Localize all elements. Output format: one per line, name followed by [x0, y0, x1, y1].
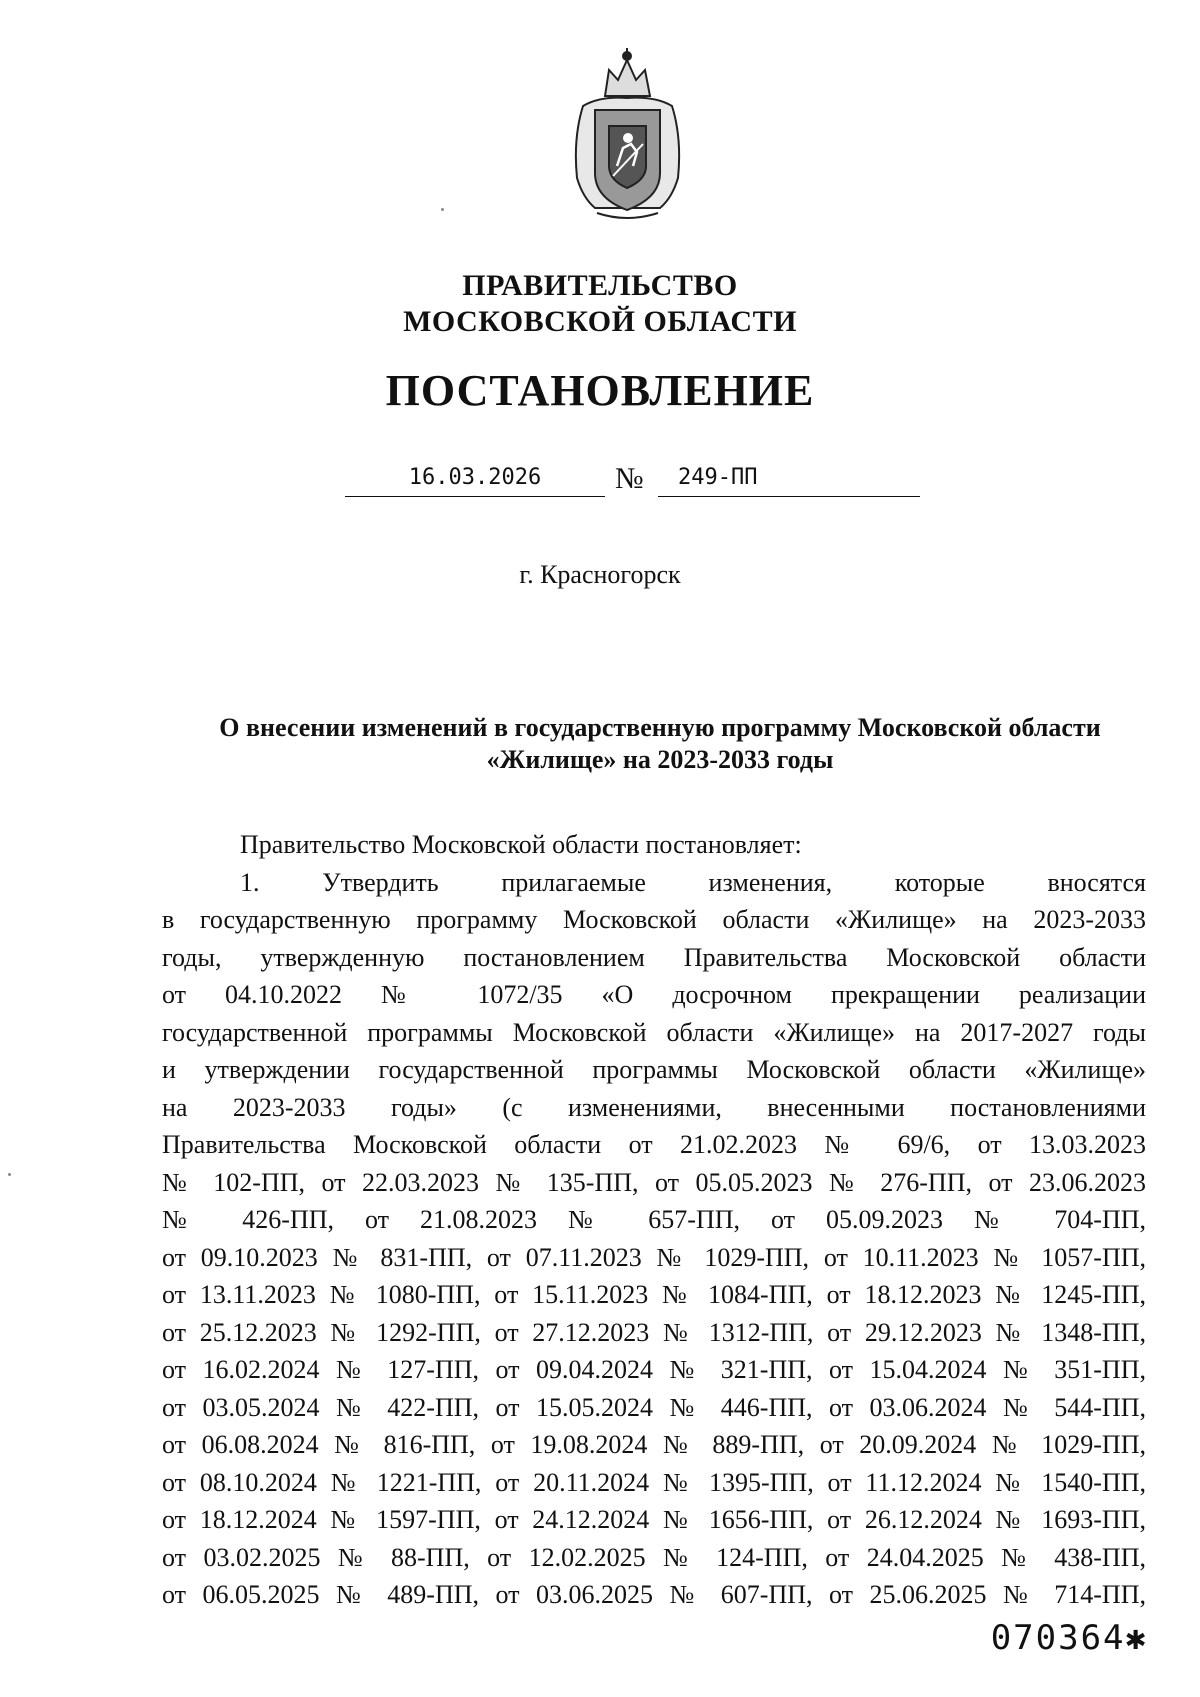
- coat-of-arms-icon: [565, 48, 690, 223]
- body-line: от 03.02.2025 № 88-ПП, от 12.02.2025 № 124-ПП, от 24.04.2025 № 438-ПП,: [162, 1542, 1146, 1572]
- body-line: от 25.12.2023 № 1292-ПП, от 27.12.2023 № 1312-ПП, от 29.12.2023 № 1348-ПП,: [162, 1317, 1146, 1347]
- body-line: от 13.11.2023 № 1080-ПП, от 15.11.2023 № 1084-ПП, от 18.12.2023 № 1245-ПП,: [162, 1280, 1146, 1309]
- document-body: [162, 826, 1146, 1614]
- scan-speck: [441, 208, 444, 211]
- body-line: от 06.08.2024 № 816-ПП, от 19.08.2024 № 889-ПП, от 20.09.2024 № 1029-ПП,: [162, 1430, 1146, 1459]
- body-line: № 426-ПП, от 21.08.2023 № 657-ПП, от 05.09.2023 № 704-ПП,: [162, 1205, 1146, 1234]
- subject-line2: «Жилище» на 2023-2033 годы: [486, 745, 834, 774]
- body-line: годы, утвержденную постановлением Правительства Московской области: [162, 942, 1146, 972]
- body-line: государственной программы Московской области «Жилище» на 2017-2027 годы: [162, 1017, 1146, 1047]
- body-line: от 03.05.2024 № 422-ПП, от 15.05.2024 № 446-ПП, от 03.06.2024 № 544-ПП,: [162, 1392, 1146, 1422]
- government-name-line2: МОСКОВСКОЙ ОБЛАСТИ: [403, 305, 797, 338]
- document-date: 16.03.2026: [345, 460, 605, 497]
- body-line: на 2023-2033 годы» (с изменениями, внесенными постановлениями: [162, 1092, 1146, 1122]
- subject-line1: О внесении изменений в государственную программу Московской области: [219, 713, 1101, 742]
- body-line: от 16.02.2024 № 127-ПП, от 09.04.2024 № 321-ПП, от 15.04.2024 № 351-ПП,: [162, 1355, 1146, 1384]
- document-subject: [170, 712, 1150, 776]
- body-line: от 06.05.2025 № 489-ПП, от 03.06.2025 № 607-ПП, от 25.06.2025 № 714-ПП,: [162, 1580, 1146, 1609]
- document-type-title: ПОСТАНОВЛЕНИЕ: [385, 366, 815, 415]
- serial-number: 070364: [990, 1618, 1126, 1658]
- scan-speck: [8, 1173, 11, 1176]
- body-line: № 102-ПП, от 22.03.2023 № 135-ПП, от 05.05.2023 № 276-ПП, от 23.06.2023: [162, 1167, 1146, 1197]
- body-line: 1. Утвердить прилагаемые изменения, которые вносятся: [240, 867, 1146, 897]
- body-line: от 18.12.2024 № 1597-ПП, от 24.12.2024 № 1656-ПП, от 26.12.2024 № 1693-ПП,: [162, 1505, 1146, 1534]
- document-number-field: [658, 460, 920, 497]
- body-line: и утверждении государственной программы Московской области «Жилище»: [162, 1055, 1146, 1084]
- date-number-line: [0, 460, 1200, 500]
- body-line: от 08.10.2024 № 1221-ПП, от 20.11.2024 № 1395-ПП, от 11.12.2024 № 1540-ПП,: [162, 1467, 1146, 1497]
- serial-stamp: [991, 1618, 1148, 1658]
- number-sign: №: [615, 462, 644, 495]
- city-name: г. Красногорск: [519, 560, 681, 589]
- body-intro: Правительство Московской области постановляет:: [240, 830, 802, 859]
- government-name-line1: ПРАВИТЕЛЬСТВО: [462, 269, 738, 302]
- body-line: в государственную программу Московской области «Жилище» на 2023-2033: [162, 905, 1146, 934]
- body-line: от 04.10.2022 № 1072/35 «О досрочном прекращении реализации: [162, 980, 1146, 1009]
- government-name: [0, 268, 1200, 340]
- asterisk-mark-icon: ✱: [1125, 1618, 1148, 1658]
- document-number: 249-ПП: [678, 465, 758, 490]
- body-line: Правительства Московской области от 21.02.2023 № 69/6, от 13.03.2023: [162, 1130, 1146, 1159]
- body-line: от 09.10.2023 № 831-ПП, от 07.11.2023 № 1029-ПП, от 10.11.2023 № 1057-ПП,: [162, 1242, 1146, 1272]
